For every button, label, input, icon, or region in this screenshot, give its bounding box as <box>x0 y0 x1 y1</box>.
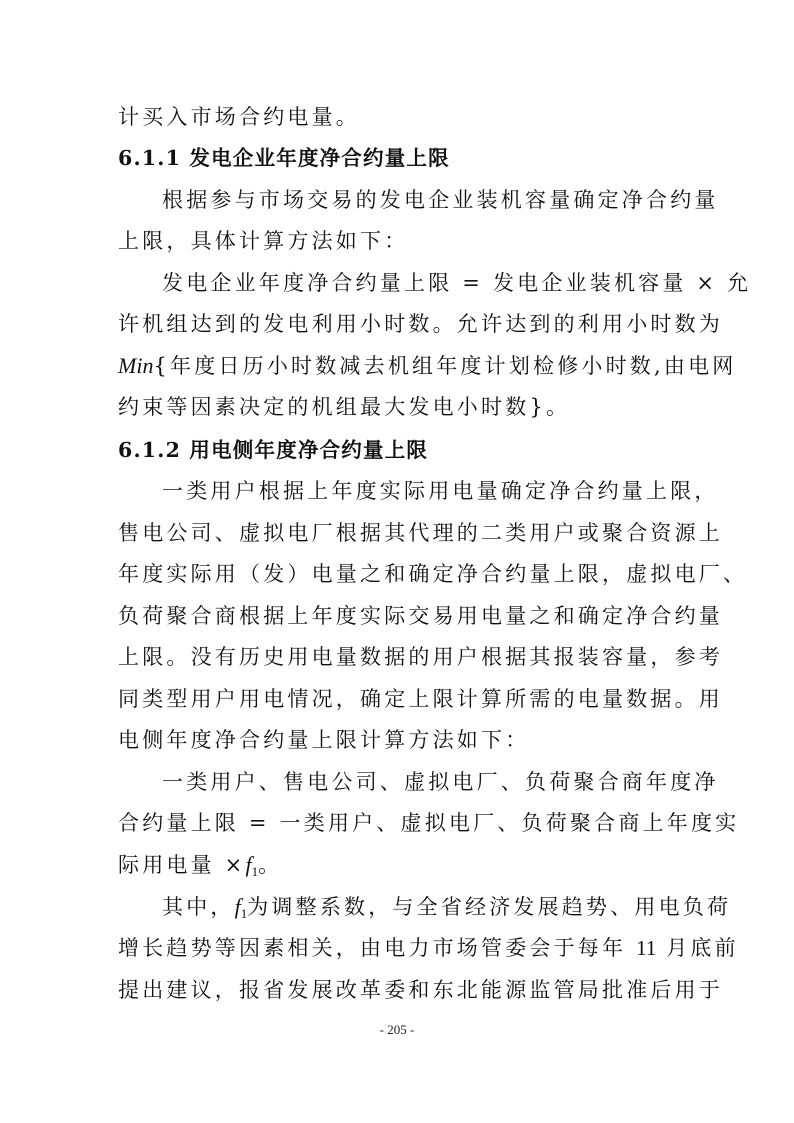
body-text: 际用电量 × <box>118 853 246 877</box>
section-heading-6-1-1: 6.1.1 发电企业年度净合约量上限 <box>118 146 450 170</box>
body-line <box>118 928 739 968</box>
body-line: 售电公司、虚拟电厂根据其代理的二类用户或聚合资源上 <box>118 521 723 545</box>
f1-symbol: $f_1$ <box>245 852 259 879</box>
body-line <box>162 887 732 927</box>
formula-line <box>118 845 678 885</box>
body-text: 为调整系数，与全省经济发展趋势、用电负荷 <box>247 895 732 919</box>
body-text: 增长趋势等因素相关，由电力市场管委会于每年 <box>118 936 627 960</box>
formula-line: 合约量上限 = 一类用户、虚拟电厂、负荷聚合商上年度实 <box>118 811 740 835</box>
body-text: 。 <box>258 853 283 877</box>
min-function: Min <box>118 353 154 378</box>
body-line: 约束等因素决定的机组最大发电小时数}。 <box>118 395 571 419</box>
body-text: {年度日历小时数减去机组年度计划检修小时数,由电网 <box>153 354 737 378</box>
body-text: 其中， <box>162 895 235 919</box>
body-line: 根据参与市场交易的发电企业装机容量确定净合约量 <box>162 188 719 212</box>
body-line: 许机组达到的发电利用小时数。允许达到的利用小时数为 <box>118 312 723 336</box>
body-text: 月底前 <box>666 936 739 960</box>
month-number: 11 <box>636 936 657 960</box>
formula-line <box>118 346 737 386</box>
body-line: 提出建议，报省发展改革委和东北能源监管局批准后用于 <box>118 978 723 1002</box>
formula-line: 发电企业年度净合约量上限 = 发电企业装机容量 × 允 <box>162 271 752 295</box>
body-line: 计买入市场合约电量。 <box>118 105 360 129</box>
page-number: - 205 - <box>379 1022 415 1037</box>
body-line: 负荷聚合商根据上年度实际交易用电量之和确定净合约量 <box>118 604 723 628</box>
body-line: 同类型用户用电情况，确定上限计算所需的电量数据。用 <box>118 687 723 711</box>
body-line: 电侧年度净合约量上限计算方法如下： <box>118 728 530 752</box>
f1-symbol: $f_1$ <box>234 894 248 921</box>
formula-line: 一类用户、售电公司、虚拟电厂、负荷聚合商年度净 <box>162 770 719 794</box>
body-line: 上限，具体计算方法如下： <box>118 229 409 253</box>
section-heading-6-1-2: 6.1.2 用电侧年度净合约量上限 <box>118 438 429 462</box>
body-line: 年度实际用（发）电量之和确定净合约量上限，虚拟电厂、 <box>118 562 748 586</box>
body-line: 一类用户根据上年度实际用电量确定净合约量上限， <box>162 479 719 503</box>
body-line: 上限。没有历史用电量数据的用户根据其报装容量，参考 <box>118 645 723 669</box>
